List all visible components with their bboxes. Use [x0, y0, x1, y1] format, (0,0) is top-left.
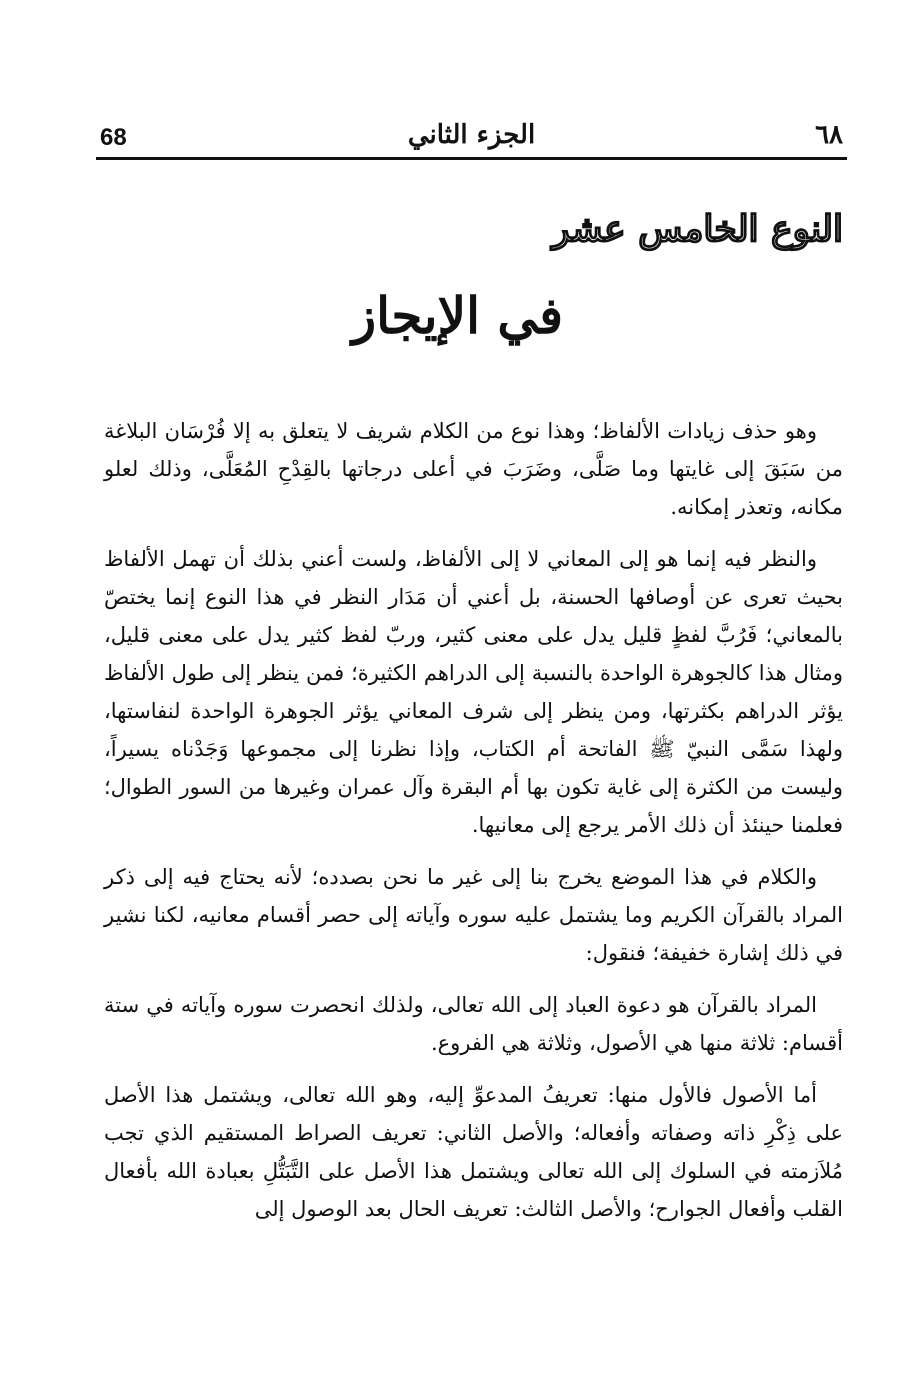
section-title: في الإيجاز: [352, 286, 563, 345]
paragraph-4: المراد بالقرآن هو دعوة العباد إلى الله تعالى، ولذلك انحصرت سوره وآياته في ستة أقسام: ثلاثة منها هي الأصول، وثلاثة هي الفروع.: [104, 993, 843, 1055]
page-header: [96, 118, 847, 160]
page-number-latin: 68: [100, 124, 127, 151]
paragraph-1: وهو حذف زيادات الألفاظ؛ وهذا نوع من الكلام شريف لا يتعلق به إلا فُرْسَان البلاغة من سَبَقَ إلى غايتها وما صَلَّى، وضَرَبَ في أعلى درجاتها بالقِدْحِ المُعَلَّى، وذلك لعلو مكانه، وتعذر إمكانه.: [104, 419, 843, 519]
paragraph-5: أما الأصول فالأول منها: تعريفُ المدعوِّ إليه، وهو الله تعالى، ويشتمل هذا الأصل على ذِكْرِ ذاته وصفاته وأفعاله؛ والأصل الثاني: تعريف الصراط المستقيم الذي تجب مُلاَزمته في السلوك إلى الله تعالى ويشتمل هذا الأصل على التَّبَتُّلِ بعبادة الله بأفعال القلب وأفعال الجوارح؛ والأصل الثالث: تعريف الحال بعد الوصول إلى: [104, 1083, 843, 1221]
paragraph-3: والكلام في هذا الموضع يخرج بنا إلى غير ما نحن بصدده؛ لأنه يحتاج فيه إلى ذكر المراد بالقرآن الكريم وما يشتمل عليه سوره وآياته إلى حصر أقسام معانيه، لكنا نشير في ذلك إشارة خفيفة؛ فنقول:: [104, 865, 843, 965]
running-title: الجزء الثاني: [407, 120, 536, 150]
section-subtitle: النوع الخامس عشر: [552, 208, 843, 250]
page-number-arabic: ٦٨: [815, 120, 843, 150]
body-text: [104, 412, 843, 1242]
paragraph-2: والنظر فيه إنما هو إلى المعاني لا إلى الألفاظ، ولست أعني بذلك أن تهمل الألفاظ بحيث تعرى عن أوصافها الحسنة، بل أعني أن مَدَار النظر في هذا النوع إنما يختصّ بالمعاني؛ فَرُبَّ لفظٍ قليل يدل على معنى كثير، وربّ لفظ كثير يدل على معنى قليل، ومثال هذا كالجوهرة الواحدة بالنسبة إلى الدراهم الكثيرة؛ فمن ينظر إلى طول الألفاظ يؤثر الدراهم بكثرتها، ومن ينظر إلى شرف المعاني يؤثر الجوهرة الواحدة لنفاستها، ولهذا سَمَّى النبيّ ﷺ الفاتحة أم الكتاب، وإذا نظرنا إلى مجموعها وَجَدْناه يسيراً، وليست من الكثرة إلى غاية تكون بها أم البقرة وآل عمران وغيرها من السور الطوال؛ فعلمنا حينئذ أن ذلك الأمر يرجع إلى معانيها.: [104, 547, 843, 837]
header-rule: [96, 157, 847, 160]
